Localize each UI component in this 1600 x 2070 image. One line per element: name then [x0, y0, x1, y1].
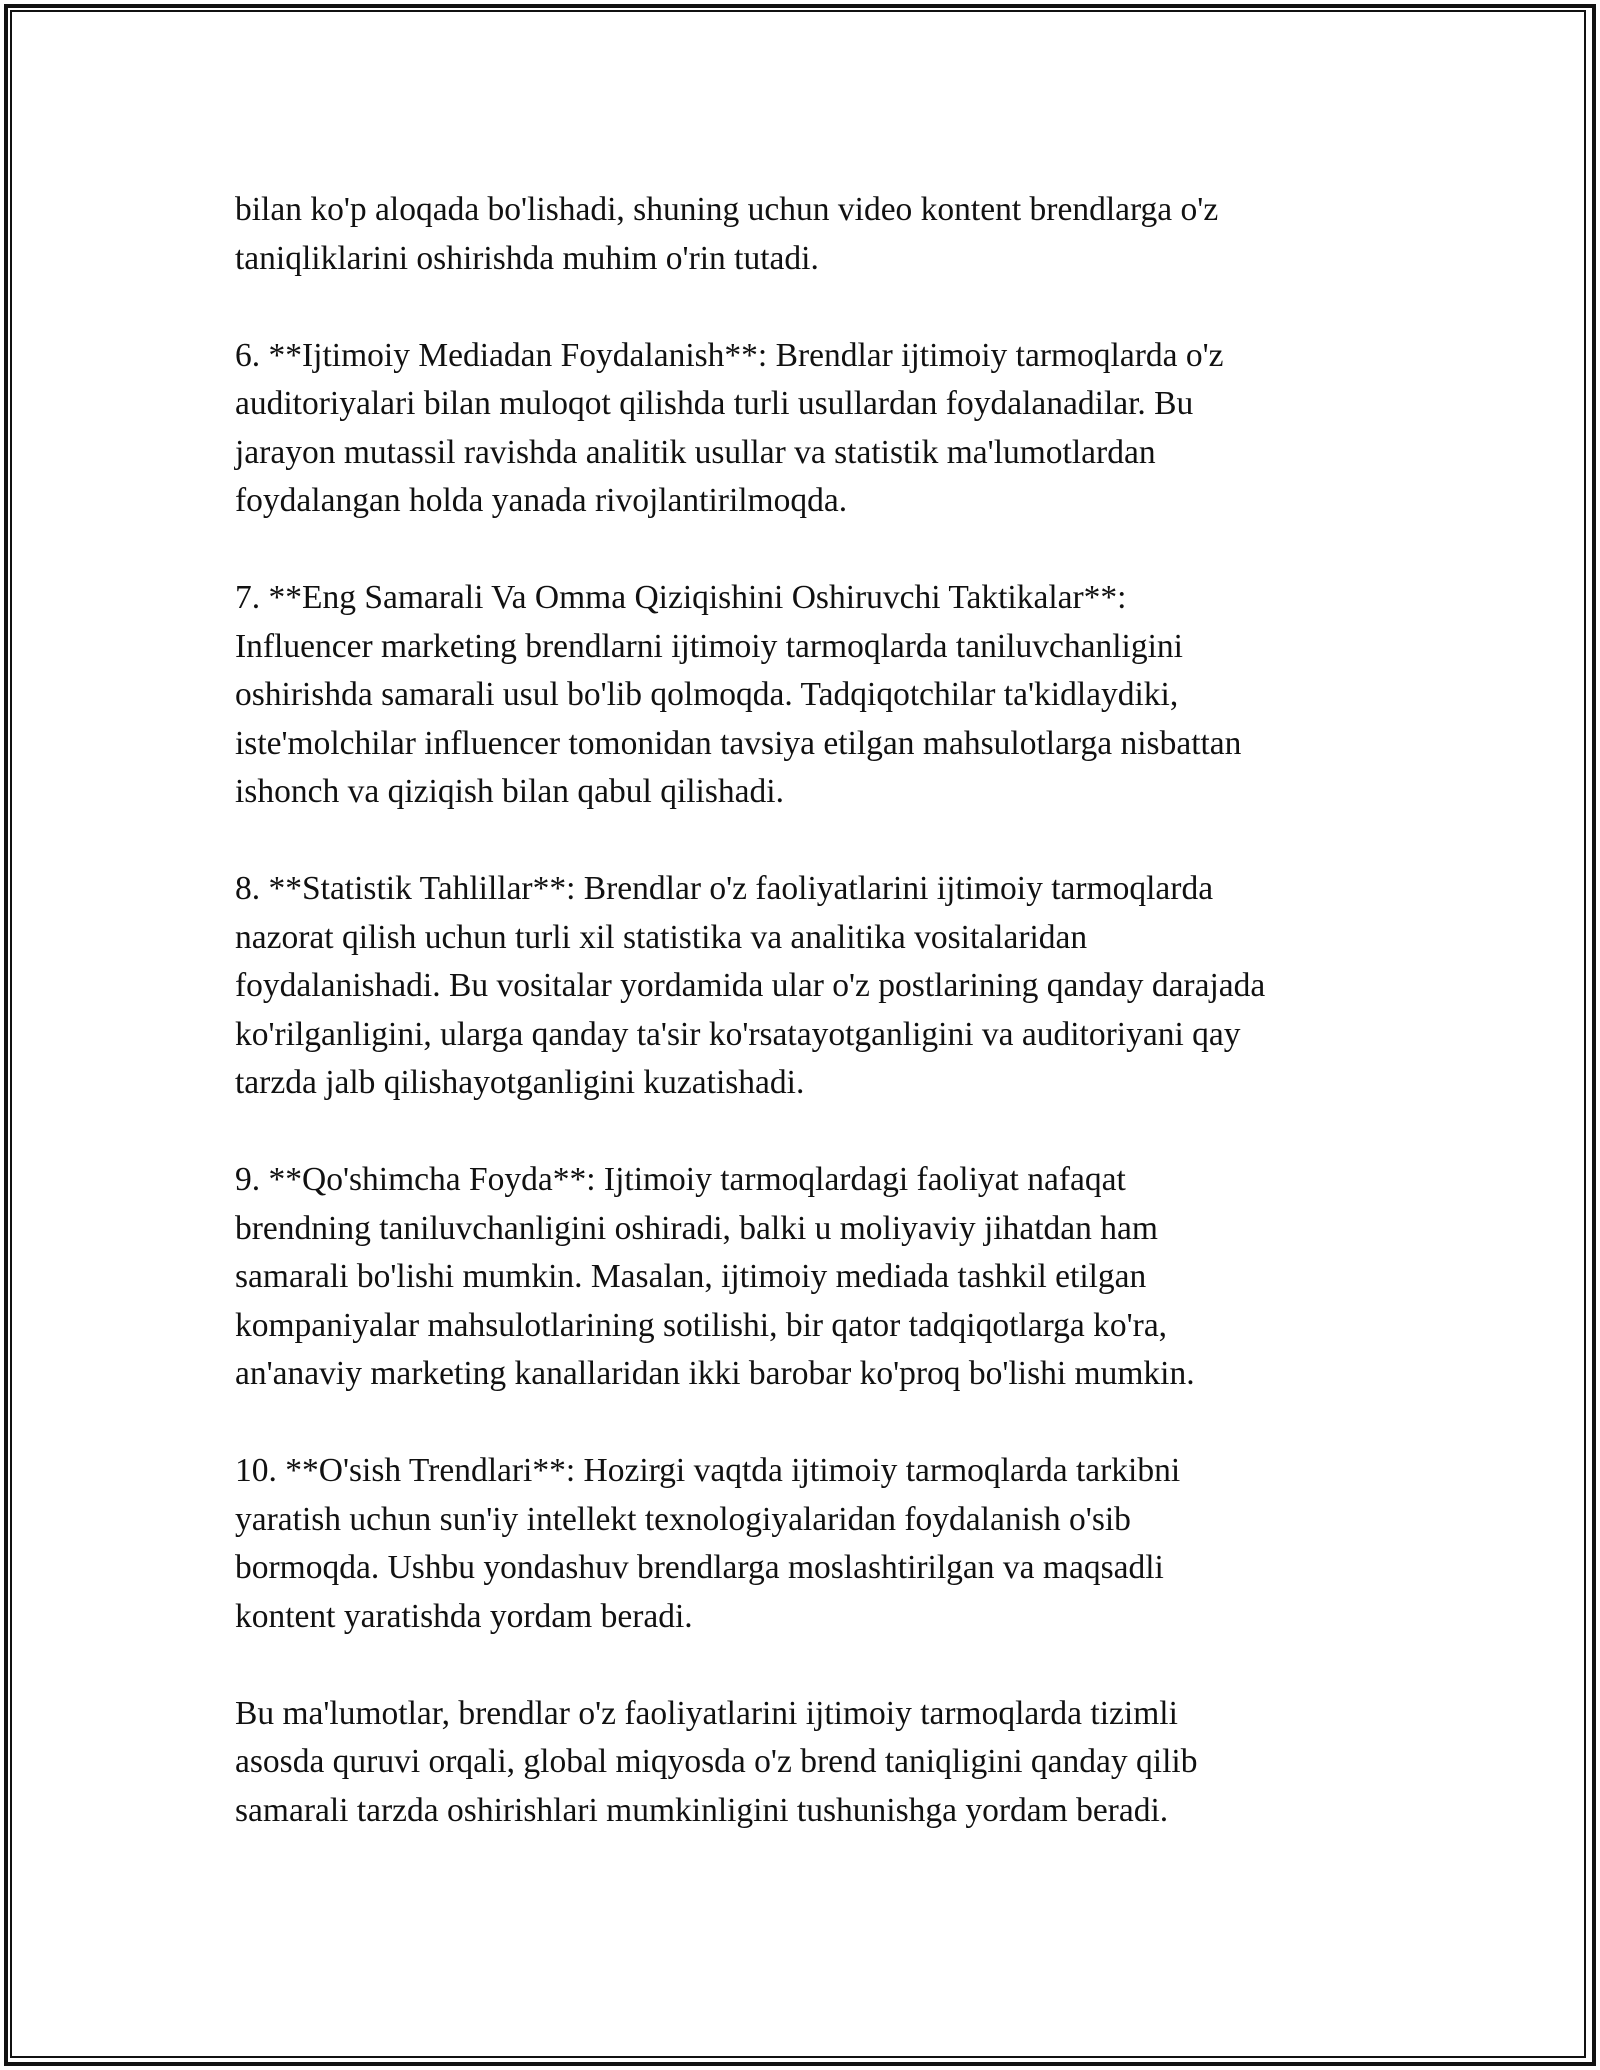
paragraph-item-8: 8. **Statistik Tahlillar**: Brendlar o'z faoliyatlarini ijtimoiy tarmoqlarda nazorat qilish uchun turli xil statistika va analitika vositalaridan foydalanishadi. Bu vositalar yordamida ular o'z postlarining qanday darajada ko'rilganligini, ularga qanday ta'sir ko'rsatayotganligini va auditoriyani qay tarzda jalb qilishayotganligini kuzatishadi.: [235, 870, 1266, 1101]
paragraph-item-6: 6. **Ijtimoiy Mediadan Foydalanish**: Brendlar ijtimoiy tarmoqlarda o'z auditoriyalari bilan muloqot qilishda turli usullardan foydalanadilar. Bu jarayon mutassil ravishda analitik usullar va statistik ma'lumotlardan foydalangan holda yanada rivojlantirilmoqda.: [235, 336, 1224, 519]
paragraph-conclusion: Bu ma'lumotlar, brendlar o'z faoliyatlarini ijtimoiy tarmoqlarda tizimli asosda quruvi orqali, global miqyosda o'z brend taniqligini qanday qilib samarali tarzda oshirishlari mumkinligini tushunishga yordam beradi.: [235, 1694, 1198, 1829]
paragraph-item-7: 7. **Eng Samarali Va Omma Qiziqishini Oshiruvchi Taktikalar**: Influencer marketing brendlarni ijtimoiy tarmoqlarda taniluvchanligini oshirishda samarali usul bo'lib qolmoqda. Tadqiqotchilar ta'kidlaydiki, iste'molchilar influencer tomonidan tavsiya etilgan mahsulotlarga nisbattan ishonch va qiziqish bilan qabul qilishadi.: [235, 579, 1242, 810]
paragraph-item-9: 9. **Qo'shimcha Foyda**: Ijtimoiy tarmoqlardagi faoliyat nafaqat brendning taniluvchanligini oshiradi, balki u moliyaviy jihatdan ham samarali bo'lishi mumkin. Masalan, ijtimoiy mediada tashkil etilgan kompaniyalar mahsulotlarining sotilishi, bir qator tadqiqotlarga ko'ra, an'anaviy marketing kanallaridan ikki barobar ko'proq bo'lishi mumkin.: [235, 1161, 1195, 1392]
paragraph-intro-continuation: bilan ko'p aloqada bo'lishadi, shuning uchun video kontent brendlarga o'z taniqliklarini oshirishda muhim o'rin tutadi.: [235, 191, 1219, 277]
document-body: [235, 186, 1375, 1835]
paragraph-item-10: 10. **O'sish Trendlari**: Hozirgi vaqtda ijtimoiy tarmoqlarda tarkibni yaratish uchun sun'iy intellekt texnologiyalaridan foydalanish o'sib bormoqda. Ushbu yondashuv brendlarga moslashtirilgan va maqsadli kontent yaratishda yordam beradi.: [235, 1452, 1181, 1635]
